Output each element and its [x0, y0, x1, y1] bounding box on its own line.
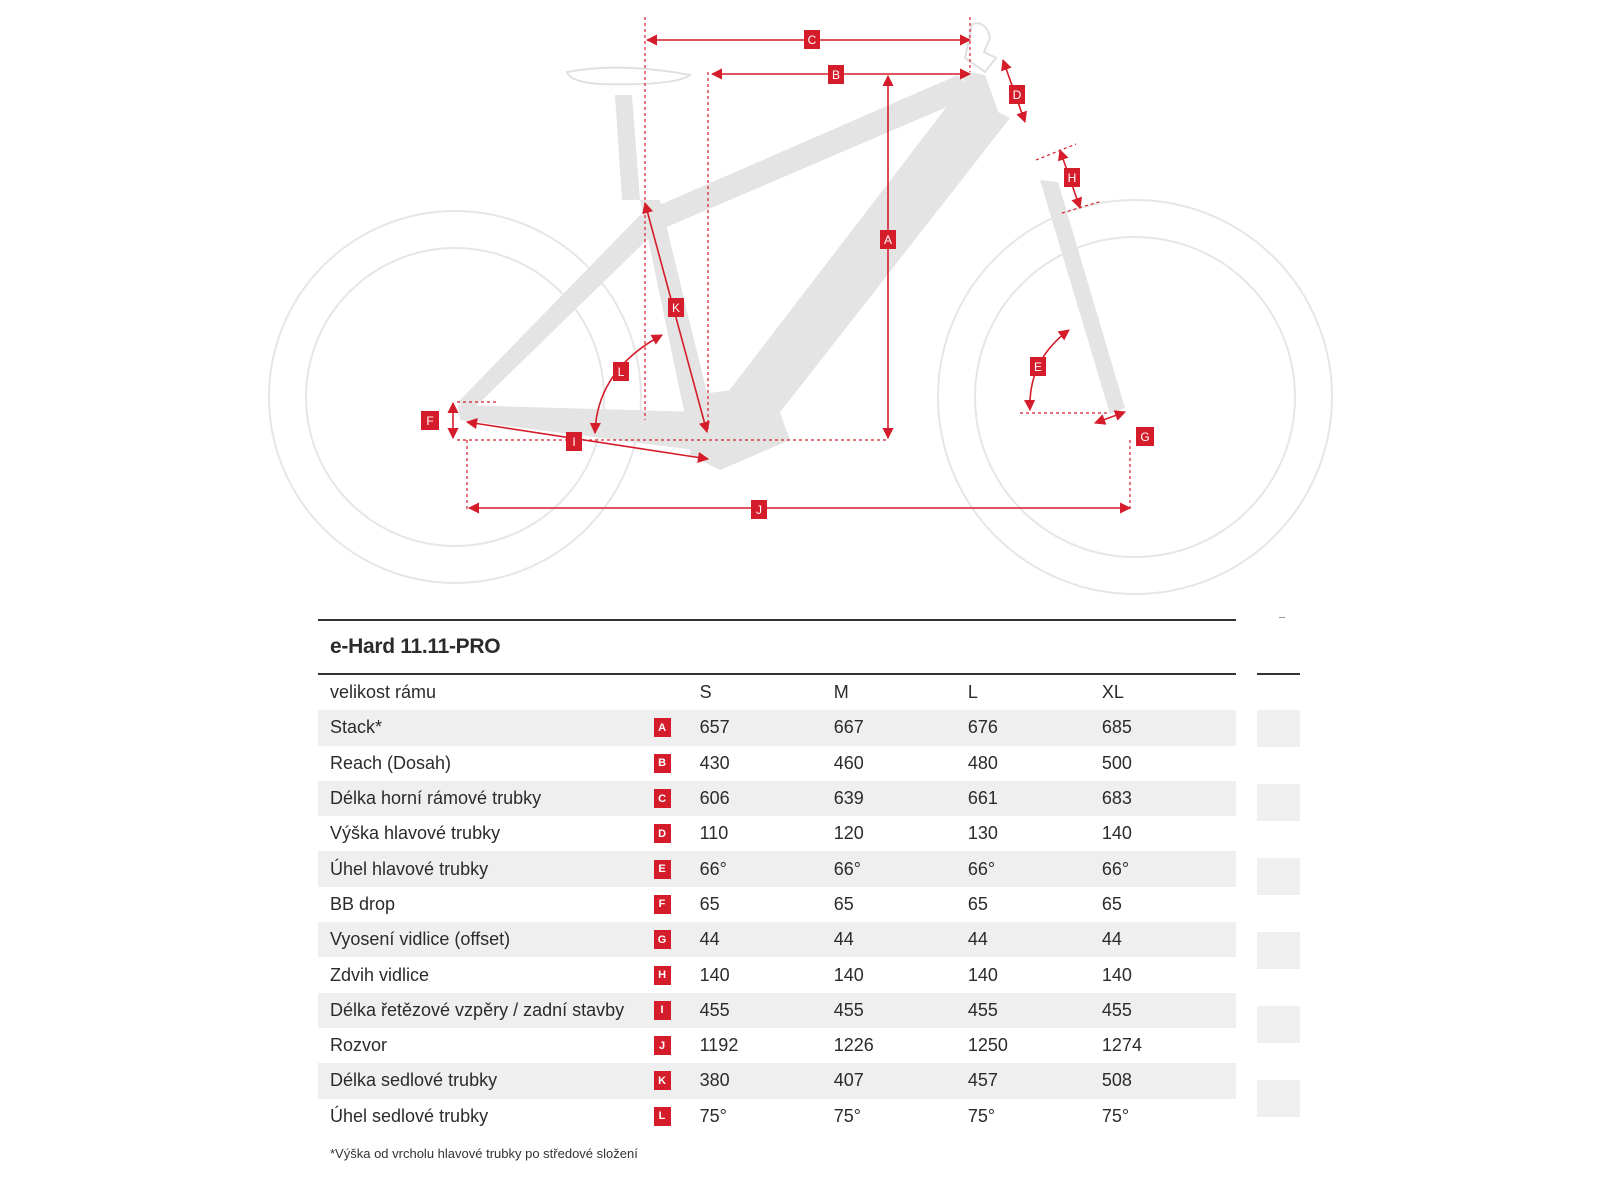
header-size-m: M [833, 682, 849, 703]
cell-xl: 140 [1101, 964, 1132, 985]
row-label: Úhel hlavové trubky [330, 858, 489, 879]
svg-text:I: I [572, 435, 576, 449]
cell-m: 460 [833, 752, 864, 773]
dimension-code-badge: F [654, 895, 671, 914]
table-header-row [318, 675, 1236, 710]
model-title: e-Hard 11.11-PRO [330, 635, 501, 658]
cell-l: 676 [967, 717, 998, 738]
table-row [318, 993, 1236, 1028]
table-row [318, 710, 1236, 745]
cell-l: 140 [967, 964, 998, 985]
header-label: velikost rámu [330, 682, 437, 703]
table-title-row [318, 621, 1236, 675]
cell-xl: 508 [1101, 1070, 1132, 1091]
table-row [318, 887, 1236, 922]
cell-l: 44 [967, 929, 988, 950]
saddle [567, 68, 690, 85]
cell-l: 1250 [967, 1035, 1008, 1056]
cell-l: 75° [967, 1105, 996, 1126]
cell-xl: 683 [1101, 788, 1132, 809]
table-row [318, 816, 1236, 851]
cell-l: 455 [967, 999, 998, 1020]
cell-s: 75° [699, 1105, 727, 1126]
seat-post [615, 95, 640, 200]
row-label: Úhel sedlové trubky [330, 1105, 489, 1126]
cell-m: 120 [833, 823, 864, 844]
side-shade [1257, 932, 1300, 969]
cell-xl: 685 [1101, 717, 1132, 738]
table-row [318, 922, 1236, 957]
dimension-code-badge: H [654, 966, 671, 985]
cell-l: 457 [967, 1070, 998, 1091]
cell-m: 66° [833, 858, 861, 879]
cell-l: 66° [967, 858, 996, 879]
label-j [751, 500, 767, 519]
cell-xl: 66° [1101, 858, 1130, 879]
cell-m: 140 [833, 964, 864, 985]
rear-wheel-rim [306, 248, 604, 546]
svg-text:D: D [1012, 88, 1022, 102]
dimension-code-badge: C [654, 789, 671, 808]
front-wheel-tire [938, 200, 1332, 594]
table-row [318, 781, 1236, 816]
cell-xl: 140 [1101, 823, 1132, 844]
geometry-table [318, 619, 1236, 1134]
svg-text:B: B [831, 68, 841, 82]
rear-wheel-tire [269, 211, 641, 583]
table-row [318, 957, 1236, 992]
label-g [1136, 427, 1154, 446]
dimension-lines [453, 17, 1130, 510]
cell-s: 66° [699, 858, 727, 879]
dimension-code-badge: K [654, 1071, 671, 1090]
svg-text:G: G [1140, 430, 1150, 444]
side-shade [1257, 1080, 1300, 1117]
side-decoration [1279, 617, 1285, 618]
cell-s: 65 [699, 893, 720, 914]
cell-l: 480 [967, 752, 998, 773]
row-label: Délka řetězové vzpěry / zadní stavby [330, 999, 625, 1020]
dimension-code-badge: L [654, 1107, 671, 1126]
side-shade [1257, 1006, 1300, 1043]
footnote: *Výška od vrcholu hlavové trubky po středové složení [330, 1146, 638, 1161]
label-e [1030, 357, 1046, 376]
table-row [318, 851, 1236, 886]
cell-xl: 455 [1101, 999, 1132, 1020]
dimension-labels [421, 30, 1154, 519]
cell-l: 130 [967, 823, 998, 844]
dimension-code-badge: J [654, 1036, 671, 1055]
cell-m: 1226 [833, 1035, 874, 1056]
side-shade [1257, 784, 1300, 821]
fork [1040, 180, 1125, 414]
cell-s: 380 [699, 1070, 730, 1091]
cell-xl: 1274 [1101, 1035, 1142, 1056]
cell-s: 44 [699, 929, 720, 950]
cell-s: 657 [699, 717, 730, 738]
label-l [613, 362, 629, 381]
side-shade [1257, 858, 1300, 895]
cell-xl: 75° [1101, 1105, 1130, 1126]
svg-text:J: J [756, 503, 762, 517]
svg-text:C: C [807, 33, 817, 47]
row-label: Délka sedlové trubky [330, 1070, 498, 1091]
dimension-code-badge: I [654, 1001, 671, 1020]
cell-xl: 500 [1101, 752, 1132, 773]
dimension-code-badge: A [654, 718, 671, 737]
row-label: Stack* [330, 717, 383, 738]
row-label: Vyosení vidlice (offset) [330, 929, 511, 950]
label-c [804, 30, 820, 49]
svg-text:E: E [1033, 360, 1043, 374]
cell-m: 65 [833, 893, 854, 914]
label-h [1064, 168, 1080, 187]
svg-text:F: F [426, 414, 434, 428]
row-label: Výška hlavové trubky [330, 823, 501, 844]
table-row [318, 1063, 1236, 1098]
dimension-code-badge: D [654, 824, 671, 843]
row-label: Rozvor [330, 1035, 388, 1056]
cell-m: 44 [833, 929, 854, 950]
dimension-code-badge: B [654, 754, 671, 773]
header-size-s: S [699, 682, 712, 703]
cell-s: 110 [699, 823, 729, 844]
cell-m: 639 [833, 788, 864, 809]
table-row [318, 746, 1236, 781]
cell-s: 1192 [699, 1035, 739, 1056]
cell-s: 430 [699, 752, 730, 773]
front-wheel-rim [975, 237, 1295, 557]
cell-m: 75° [833, 1105, 861, 1126]
cell-xl: 65 [1101, 893, 1122, 914]
cell-s: 455 [699, 999, 730, 1020]
row-label: Reach (Dosah) [330, 752, 452, 773]
row-label: Délka horní rámové trubky [330, 788, 542, 809]
cell-l: 661 [967, 788, 998, 809]
cell-l: 65 [967, 893, 988, 914]
cell-s: 140 [699, 964, 730, 985]
label-a [880, 230, 896, 249]
header-size-l: L [967, 682, 978, 703]
label-f [421, 411, 439, 430]
side-shade [1257, 710, 1300, 747]
row-label: Zdvih vidlice [330, 964, 430, 985]
label-i [566, 432, 582, 451]
header-size-xl: XL [1101, 682, 1124, 703]
side-rule [1257, 673, 1300, 675]
svg-text:H: H [1067, 171, 1077, 185]
cell-m: 407 [833, 1070, 864, 1091]
label-d [1009, 85, 1025, 104]
dimension-code-badge: G [654, 930, 671, 949]
cell-m: 667 [833, 717, 864, 738]
svg-text:A: A [883, 233, 893, 247]
label-b [828, 65, 844, 84]
table-row [318, 1028, 1236, 1063]
cell-s: 606 [699, 788, 730, 809]
label-k [668, 298, 684, 317]
chain-stay [458, 405, 710, 452]
svg-text:K: K [671, 301, 681, 315]
seat-stay [458, 214, 655, 412]
dimension-code-badge: E [654, 860, 671, 879]
table-row [318, 1099, 1236, 1134]
cell-m: 455 [833, 999, 864, 1020]
row-label: BB drop [330, 893, 396, 914]
svg-text:L: L [617, 365, 625, 379]
cell-xl: 44 [1101, 929, 1122, 950]
